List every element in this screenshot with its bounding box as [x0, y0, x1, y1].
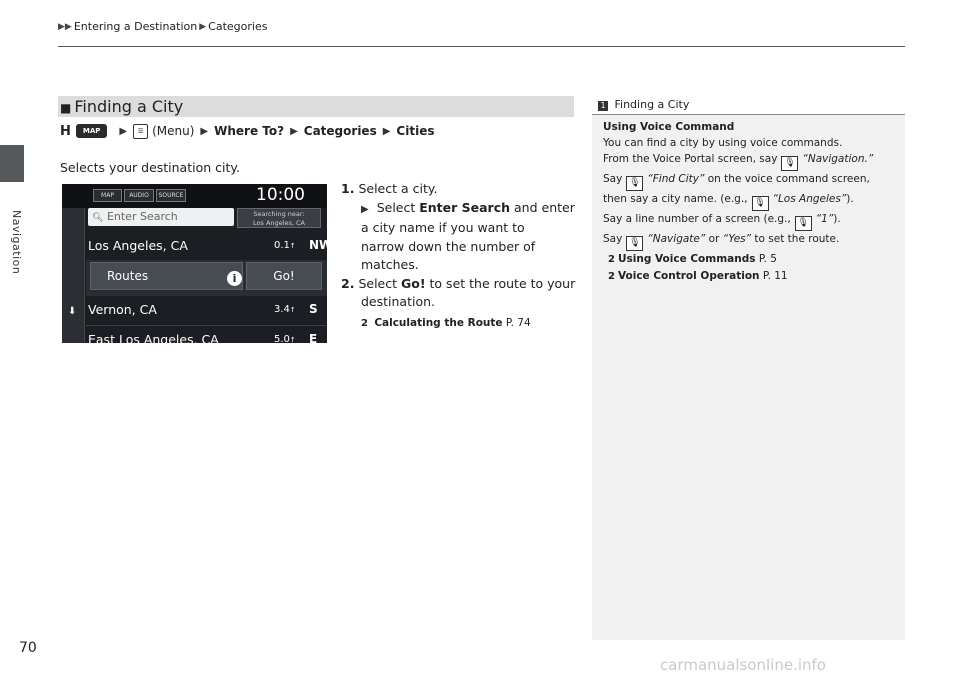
- screen-search-field[interactable]: [88, 208, 234, 226]
- sidebar-line: From the Voice Portal screen, say 🎙︎ “Navigation.”: [603, 151, 898, 171]
- routes-button[interactable]: [90, 262, 243, 290]
- path-arrow-icon: ▶: [119, 125, 128, 137]
- sidebar-line: You can find a city by using voice commands.: [603, 137, 843, 149]
- city-direction: S: [309, 302, 318, 316]
- navigation-path: [60, 122, 434, 140]
- city-row[interactable]: [86, 326, 327, 353]
- step-1-sub-line: a city name if you want to: [361, 220, 525, 235]
- sidebar-line: Say a line number of a screen (e.g., 🎙︎ “1”).: [603, 211, 898, 231]
- sidebar-header: [592, 96, 905, 115]
- info-icon[interactable]: i: [227, 271, 242, 286]
- screen-scroll-bar[interactable]: [62, 208, 85, 343]
- city-distance: 3.4↑: [274, 304, 296, 315]
- breadcrumb: [58, 20, 267, 33]
- step-2-line: destination.: [361, 294, 436, 309]
- xref-voice-control[interactable]: 2 Voice Control Operation P. 11: [608, 270, 788, 282]
- sidebar-body: [603, 119, 898, 285]
- chapter-label: Navigation: [10, 210, 23, 275]
- path-arrow-icon: ▶: [290, 125, 298, 137]
- breadcrumb-item-categories[interactable]: Categories: [208, 20, 268, 33]
- voice-command-icon: 🎙︎: [752, 196, 769, 211]
- xref-icon: 2: [608, 271, 615, 282]
- scroll-down-arrow-icon[interactable]: ⬇: [68, 306, 77, 317]
- breadcrumb-item-entering-destination[interactable]: Entering a Destination: [73, 20, 198, 33]
- path-arrow-icon: ▶: [382, 125, 391, 137]
- section-square-icon: ■: [60, 101, 72, 115]
- breadcrumb-arrow-icon: ▶▶: [58, 21, 72, 32]
- voice-command-icon: 🎙︎: [626, 176, 643, 191]
- voice-command-icon: 🎙︎: [626, 236, 643, 251]
- menu-label: (Menu): [152, 124, 195, 138]
- city-name: East Los Angeles, CA: [88, 332, 219, 347]
- city-name: Los Angeles, CA: [88, 238, 188, 253]
- step-1: 1. Select a city.: [341, 181, 438, 196]
- breadcrumb-arrow-icon: ▶: [199, 21, 207, 32]
- city-row[interactable]: [86, 232, 333, 259]
- city-direction: NW: [309, 238, 333, 252]
- path-categories: Categories: [303, 124, 377, 138]
- path-arrow-icon: ▶: [200, 125, 209, 137]
- route-options-bar: [86, 260, 327, 296]
- page-number: 70: [19, 640, 37, 656]
- screen-source-button[interactable]: SOURCE: [156, 189, 186, 202]
- device-screenshot: [62, 184, 333, 347]
- menu-icon: ☰: [133, 124, 148, 139]
- intro-text: Selects your destination city.: [60, 160, 240, 175]
- xref-voice-commands[interactable]: 2 Using Voice Commands P. 5: [608, 253, 777, 265]
- step-1-sub-line: narrow down the number of: [361, 238, 536, 254]
- go-button[interactable]: Go!: [246, 262, 322, 290]
- city-row[interactable]: [86, 296, 327, 323]
- step-arrow-icon: ▶: [361, 203, 369, 215]
- xref-calculating-route[interactable]: 2 Calculating the Route P. 74: [361, 316, 531, 329]
- routes-label: Routes: [107, 269, 149, 283]
- city-distance: 0.1↑: [274, 240, 296, 251]
- home-marker: H: [60, 123, 71, 139]
- section-title-bar: [58, 96, 574, 117]
- steps-list: [341, 180, 581, 333]
- city-distance: 5.0↑: [274, 334, 296, 345]
- step-2: 2. Select Go! to set the route to your: [341, 275, 576, 291]
- path-cities: Cities: [396, 124, 435, 138]
- searching-near-label: Searching near:: [253, 210, 305, 218]
- step-1-sub: ▶ Select Enter Search and enter: [361, 199, 575, 215]
- sidebar-note: [592, 96, 905, 640]
- chapter-tab: [0, 145, 24, 182]
- search-icon: 🔍︎: [92, 213, 104, 223]
- sidebar-line: Say 🎙︎ “Navigate” or “Yes” to set the route.: [603, 231, 898, 251]
- sidebar-ref-icon: 1: [598, 101, 608, 111]
- header-divider: [58, 46, 905, 47]
- map-button-icon: MAP: [76, 124, 108, 138]
- xref-icon: 2: [361, 317, 368, 329]
- sidebar-title: Finding a City: [614, 98, 690, 111]
- path-where-to: Where To?: [214, 124, 285, 138]
- search-placeholder: Enter Search: [106, 210, 178, 223]
- screen-clock: 10:00: [256, 185, 305, 205]
- watermark: carmanualsonline.info: [660, 656, 826, 674]
- voice-command-icon: 🎙︎: [795, 216, 812, 231]
- sidebar-line: then say a city name. (e.g., 🎙︎ “Los Angeles”).: [603, 191, 898, 211]
- searching-near-value: Los Angeles, CA: [253, 219, 305, 227]
- sidebar-line: Say 🎙︎ “Find City” on the voice command screen,: [603, 171, 898, 191]
- city-name: Vernon, CA: [88, 302, 157, 317]
- step-1-sub-line: matches.: [361, 257, 419, 272]
- sidebar-subtitle: Using Voice Command: [603, 121, 735, 133]
- screen-audio-button[interactable]: AUDIO: [124, 189, 154, 202]
- screen-map-button[interactable]: MAP: [93, 189, 122, 202]
- searching-near-button[interactable]: [237, 208, 321, 228]
- voice-command-icon: 🎙︎: [781, 156, 798, 171]
- xref-icon: 2: [608, 254, 615, 265]
- section-title: Finding a City: [74, 97, 184, 116]
- city-direction: E: [309, 332, 318, 346]
